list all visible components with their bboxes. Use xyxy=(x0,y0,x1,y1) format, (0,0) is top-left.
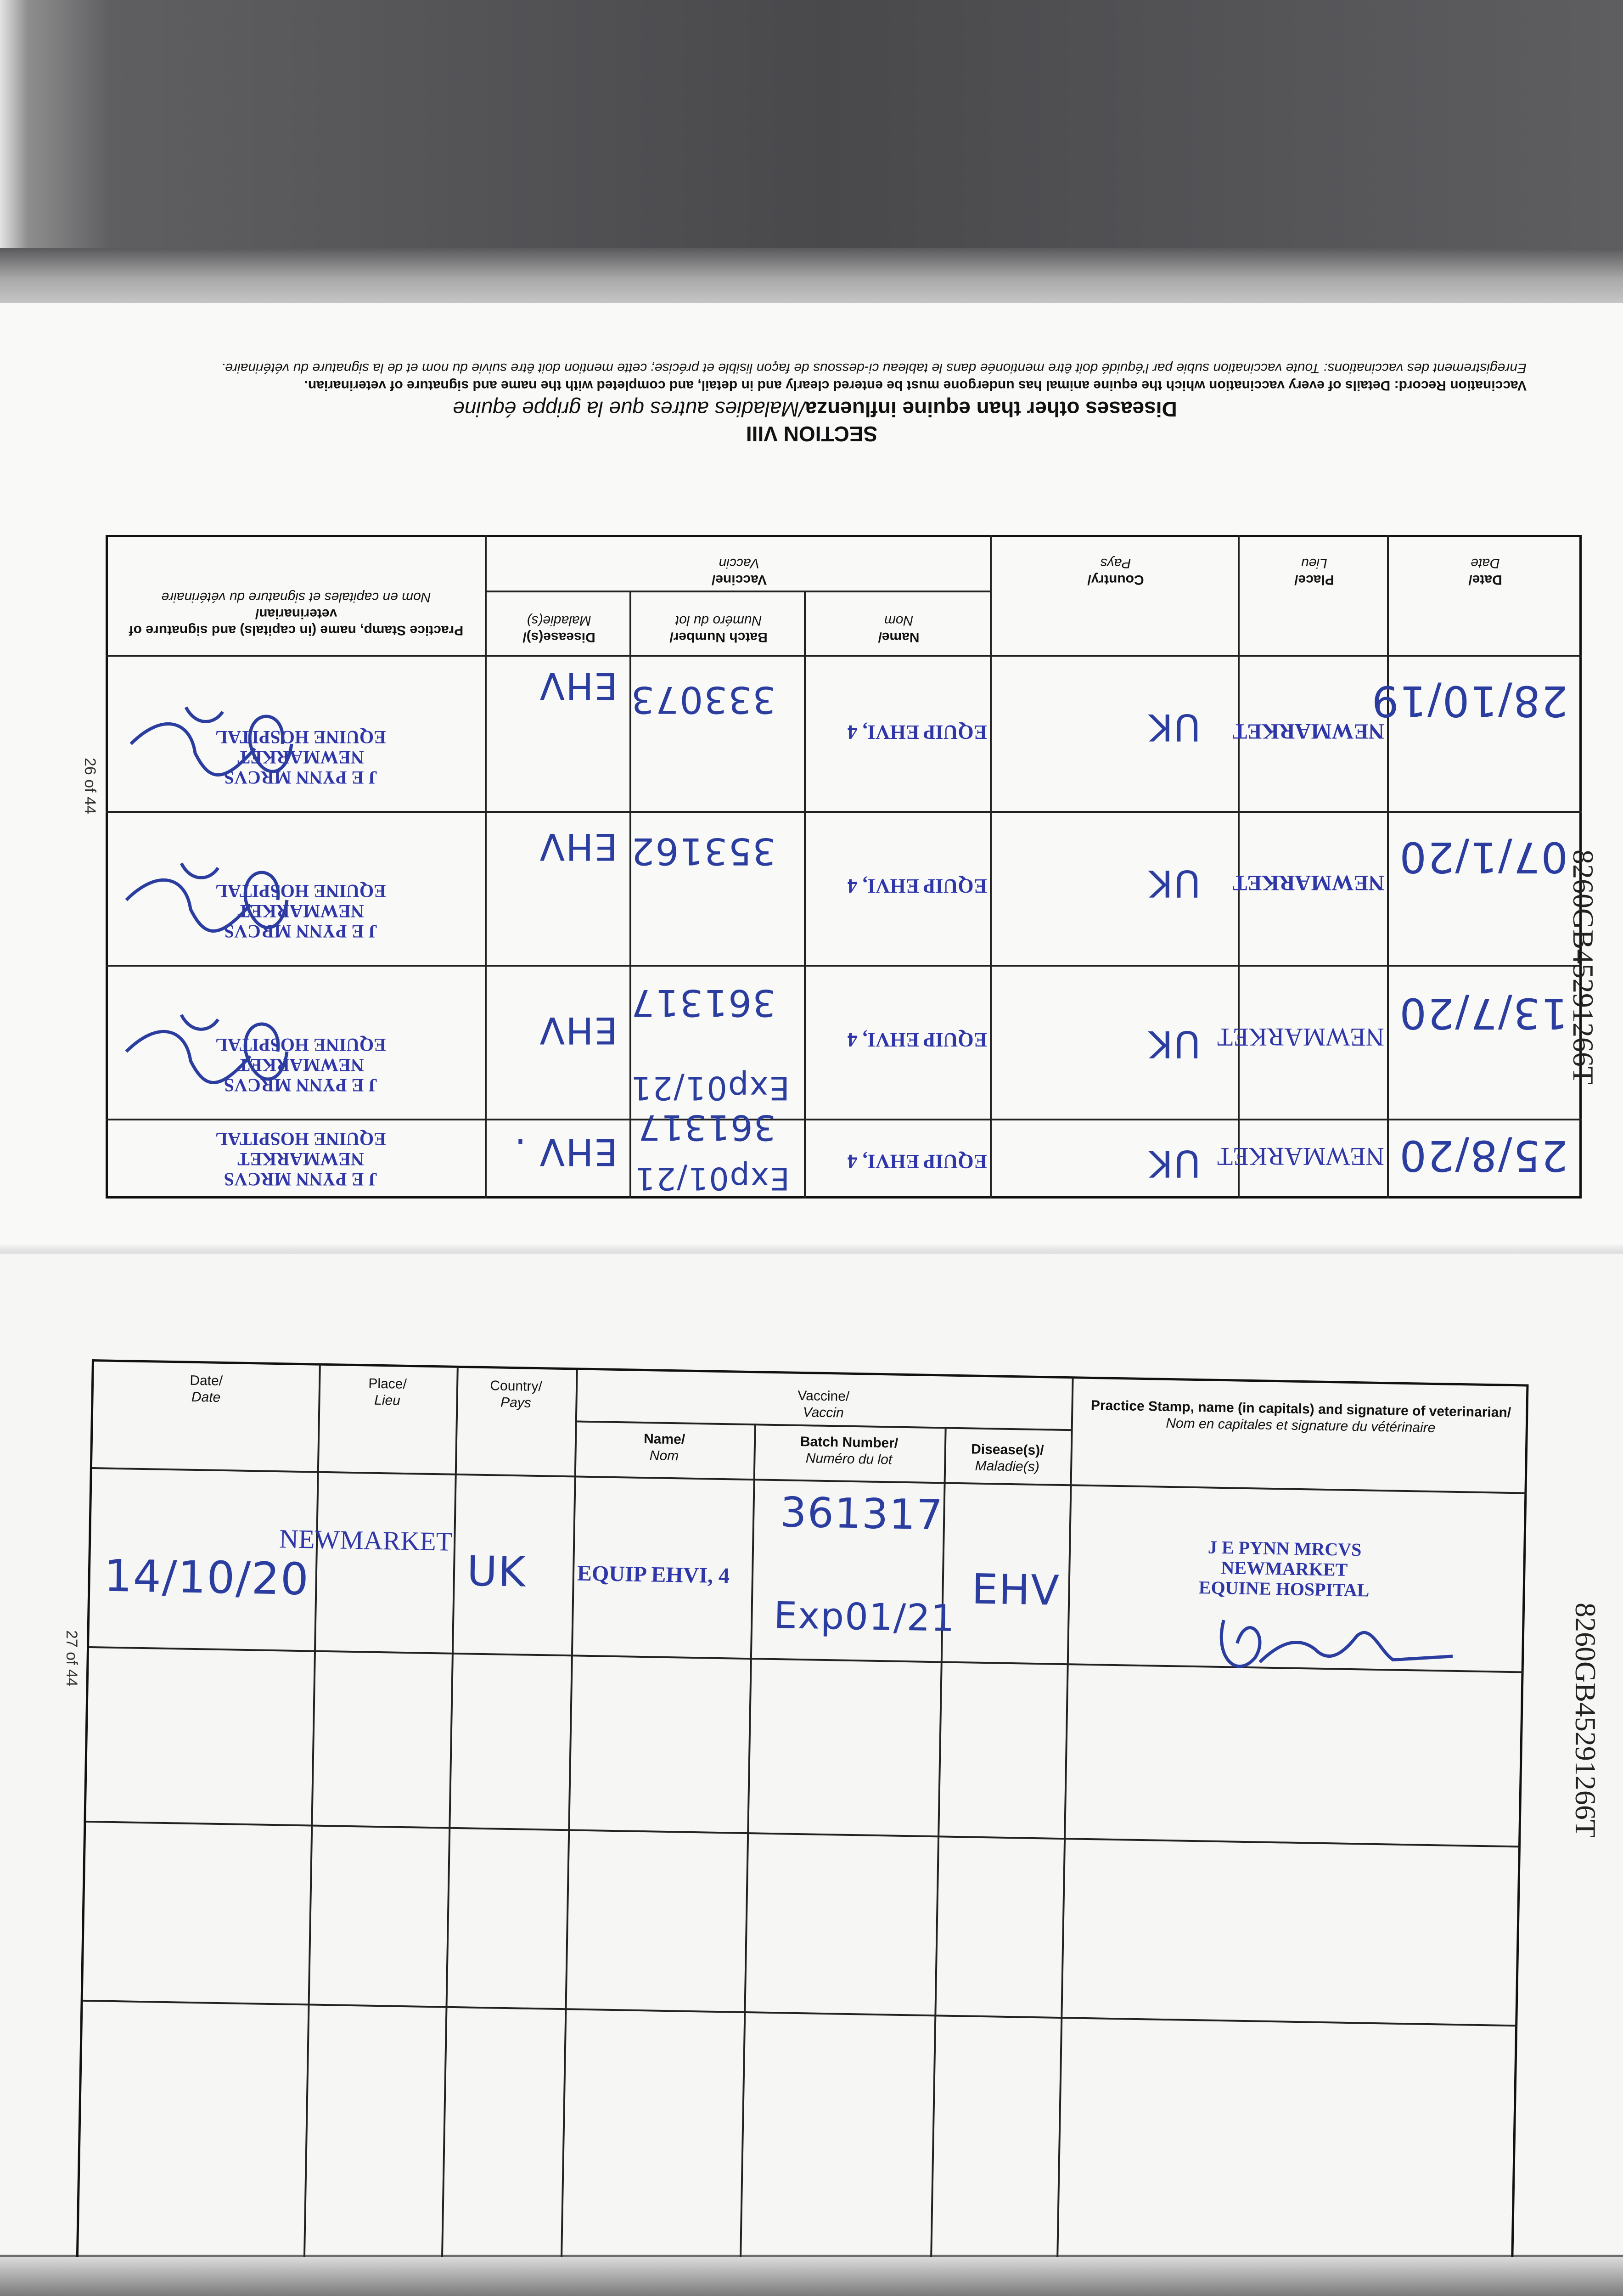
table-divider xyxy=(1056,1379,1074,2290)
col-header-stamp xyxy=(1080,1397,1522,1438)
col-header-date xyxy=(93,1371,319,1408)
p27-row1-place: NEWMARKET xyxy=(279,1524,453,1557)
page-26-layer xyxy=(0,303,1623,1254)
place-label-fr: Lieu xyxy=(1301,556,1327,571)
col-header-vaccine xyxy=(575,1384,1072,1425)
stamp-line2: NEWMARKET xyxy=(237,1149,364,1170)
name-label-fr: Nom xyxy=(884,613,914,628)
p27-row1-batch: 361317 xyxy=(780,1488,944,1540)
col-header-disease xyxy=(487,612,631,645)
row3-place: NEWMARKET xyxy=(1217,1023,1384,1051)
disease-label-fr: Maladie(s) xyxy=(975,1458,1040,1475)
col-header-country xyxy=(456,1377,576,1412)
country-label-fr: Pays xyxy=(1100,556,1131,571)
table-divider xyxy=(441,1368,459,2279)
date-label: Date/ xyxy=(1468,572,1502,587)
place-label: Place/ xyxy=(1294,572,1334,587)
instructions-en-label: Vaccination Record: xyxy=(1394,378,1527,393)
row4-country: UK xyxy=(1147,1142,1201,1185)
col-header-batch xyxy=(753,1433,944,1469)
country-label: Country/ xyxy=(1087,572,1144,587)
place-label-fr: Lieu xyxy=(374,1392,401,1408)
p27-row1-disease: EHV xyxy=(971,1565,1061,1615)
page-number-26: 26 of 44 xyxy=(81,758,99,814)
page-27 xyxy=(0,1254,1623,2255)
col-header-disease xyxy=(944,1441,1071,1476)
row3-batch: 361317 xyxy=(630,981,776,1024)
page-26-flipped xyxy=(0,303,1623,1254)
page-number-27: 27 of 44 xyxy=(63,1630,80,1687)
date-label-fr: Date xyxy=(191,1389,221,1405)
row3-batch-exp: Exp01/21 xyxy=(630,1069,790,1107)
row2-disease: EHV xyxy=(539,825,618,868)
row4-disease: EHV . xyxy=(513,1131,618,1173)
row2-batch: 353162 xyxy=(630,830,776,872)
row2-date: 07/1/20 xyxy=(1398,833,1568,882)
stamp-line3: EQUINE HOSPITAL xyxy=(215,1035,386,1055)
table-divider xyxy=(106,965,1582,967)
row3-date: 13/7/20 xyxy=(1398,989,1568,1038)
row4-date: 25/8/20 xyxy=(1398,1131,1568,1180)
row4-stamp xyxy=(126,1129,475,1189)
col-header-date xyxy=(1389,555,1582,588)
table-divider xyxy=(487,591,992,592)
instructions-en-text: Details of every vaccination which the equine animal has undergone must be entered clearly and in detail, and completed with the name and signature of veterinarian. xyxy=(304,378,1391,393)
table-divider xyxy=(83,2000,1518,2027)
vaccination-table-p27 xyxy=(76,1359,1528,2296)
instructions xyxy=(94,359,1527,394)
section-title: SECTION VIII xyxy=(746,422,878,446)
name-label: Name/ xyxy=(643,1431,685,1447)
table-divider xyxy=(303,1366,321,2277)
serial-number-26: 8260GB45291266T xyxy=(1567,850,1600,1085)
row4-place: NEWMARKET xyxy=(1217,1142,1384,1171)
instructions-en xyxy=(94,377,1527,394)
stamp-line3: EQUINE HOSPITAL xyxy=(215,727,386,748)
p27-row1-signature xyxy=(1204,1592,1463,1702)
row1-vaccine: EQUIP EHVI, 4 xyxy=(847,721,987,743)
stamp-line2: NEWMARKET xyxy=(237,747,364,768)
stamp-line1: J E PYNN MRCVS xyxy=(224,1075,378,1096)
row4-batch-exp: Exp01/21 xyxy=(634,1160,790,1196)
table-divider xyxy=(86,1821,1521,1848)
row3-country: UK xyxy=(1147,1023,1201,1065)
country-label-fr: Pays xyxy=(500,1395,532,1411)
batch-label-fr: Numéro du lot xyxy=(805,1451,893,1468)
name-label-fr: Nom xyxy=(649,1448,679,1464)
col-header-country xyxy=(992,555,1240,588)
p27-row1-batch-exp: Exp01/21 xyxy=(773,1594,956,1640)
col-header-stamp xyxy=(112,589,480,638)
table-divider xyxy=(1387,535,1389,1199)
row2-country: UK xyxy=(1147,862,1201,905)
stamp-line1: J E PYNN MRCVS xyxy=(224,921,378,942)
instructions-fr-text: Toute vaccination subie par l'équidé doit être mentionée dans le tableau ci-dessous de façon lisible et précise; cette mention doit être suivie du nom et de la signature du vétérinaire. xyxy=(221,360,1320,376)
vaccine-label: Vaccine/ xyxy=(711,572,767,587)
col-header-name xyxy=(574,1429,754,1466)
col-header-vaccine xyxy=(487,555,992,588)
country-label: Country/ xyxy=(490,1378,543,1395)
row1-date: 28/10/19 xyxy=(1370,676,1568,726)
p27-row1-stamp xyxy=(1146,1536,1422,1601)
serial-number-27: 8260GB45291266T xyxy=(1569,1603,1602,1838)
stamp-line3: EQUINE HOSPITAL xyxy=(215,881,386,901)
row4-vaccine: EQUIP EHVI, 4 xyxy=(847,1150,987,1173)
row4-batch: 361317 xyxy=(637,1107,776,1148)
stamp-line2: NEWMARKET xyxy=(1221,1557,1348,1580)
col-header-place xyxy=(318,1375,456,1410)
page-heading xyxy=(310,397,1320,422)
row1-signature xyxy=(122,680,314,799)
disease-label: Disease(s)/ xyxy=(522,630,595,645)
disease-label: Disease(s)/ xyxy=(971,1441,1044,1458)
row1-country: UK xyxy=(1147,706,1201,748)
stamp-line3: EQUINE HOSPITAL xyxy=(215,1129,386,1149)
stamp-line1: J E PYNN MRCVS xyxy=(224,767,378,788)
batch-label: Batch Number/ xyxy=(800,1434,899,1451)
instructions-fr xyxy=(94,359,1527,377)
vaccine-label: Vaccine/ xyxy=(797,1388,850,1404)
col-header-batch xyxy=(631,612,806,645)
stamp-label: Practice Stamp, name (in capitals) and signature of veterinarian/ xyxy=(129,606,464,638)
col-header-name xyxy=(806,612,992,645)
batch-label: Batch Number/ xyxy=(669,630,768,645)
stamp-line1: J E PYNN MRCVS xyxy=(1207,1536,1362,1560)
stamp-label-fr: Nom en capitales et signature du vétérinaire xyxy=(161,590,431,605)
date-label-fr: Date xyxy=(1471,556,1500,571)
stamp-line2: NEWMARKET xyxy=(237,901,364,922)
col-header-place xyxy=(1240,555,1389,588)
batch-label-fr: Numéro du lot xyxy=(675,613,762,628)
row2-signature xyxy=(117,836,310,955)
table-divider xyxy=(930,1427,947,2288)
table-divider xyxy=(106,1119,1582,1120)
place-label: Place/ xyxy=(368,1376,407,1392)
row1-disease: EHV xyxy=(539,664,618,707)
table-divider xyxy=(560,1370,578,2281)
name-label: Name/ xyxy=(878,630,920,645)
table-divider xyxy=(1238,535,1240,1199)
row1-place: NEWMARKET xyxy=(1232,719,1384,743)
date-label: Date/ xyxy=(190,1373,223,1389)
stamp-line3: EQUINE HOSPITAL xyxy=(1198,1577,1370,1601)
row3-signature xyxy=(117,987,310,1107)
row3-vaccine: EQUIP EHVI, 4 xyxy=(847,1029,987,1051)
row2-place: NEWMARKET xyxy=(1232,871,1384,895)
disease-label-fr: Maladie(s) xyxy=(527,613,591,628)
row3-disease: EHV xyxy=(539,1009,618,1052)
stamp-line2: NEWMARKET xyxy=(237,1055,364,1075)
table-divider xyxy=(739,1424,756,2285)
heading-en: Diseases other than equine influenza xyxy=(805,397,1177,421)
table-divider xyxy=(106,811,1582,813)
stamp-label-fr: Nom en capitales et signature du vétérinaire xyxy=(1166,1415,1436,1436)
p27-row1-country: UK xyxy=(466,1547,527,1597)
stamp-line1: J E PYNN MRCVS xyxy=(224,1169,378,1190)
heading-fr: /Maladies autres que la grippe équine xyxy=(453,397,805,421)
instructions-fr-label: Enregistrement des vaccinations: xyxy=(1324,360,1527,376)
table-divider xyxy=(106,655,1582,657)
vaccine-label-fr: Vaccin xyxy=(719,556,760,571)
table-divider xyxy=(804,592,806,1199)
p27-row1-date: 14/10/20 xyxy=(103,1550,310,1605)
row2-vaccine: EQUIP EHVI, 4 xyxy=(847,875,987,897)
vaccine-label-fr: Vaccin xyxy=(803,1405,844,1421)
stamp-label: Practice Stamp, name (in capitals) and signature of veterinarian/ xyxy=(1090,1397,1511,1420)
p27-row1-vaccine: EQUIP EHVI, 4 xyxy=(577,1561,730,1588)
row1-batch: 333073 xyxy=(630,678,776,721)
page-bottom-edge xyxy=(0,2257,1623,2296)
